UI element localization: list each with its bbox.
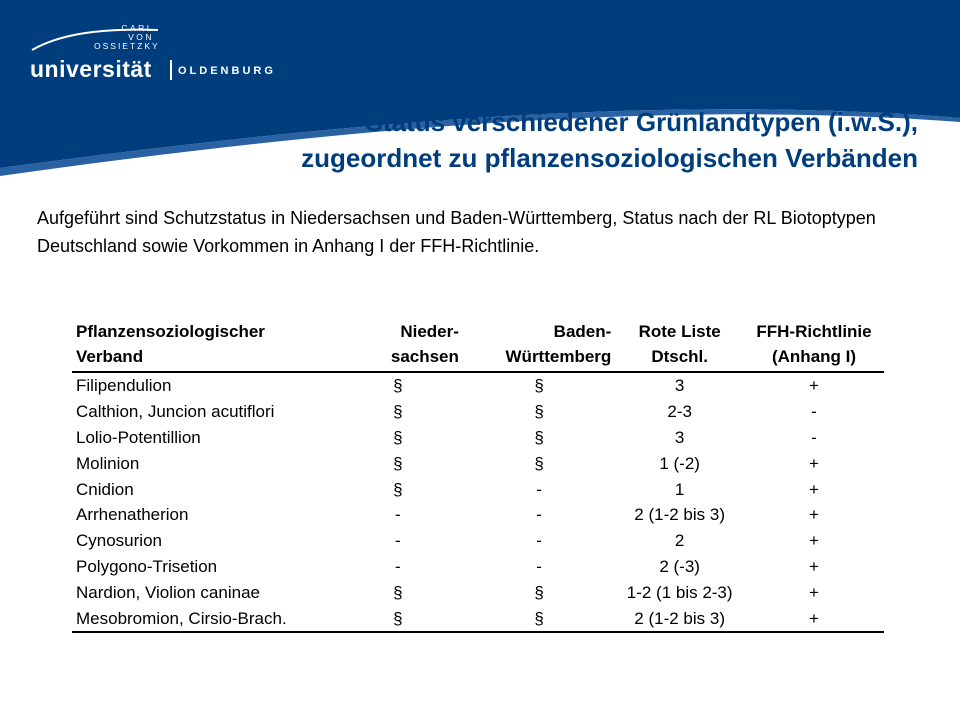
logo-text-oldenburg: OLDENBURG (178, 65, 276, 77)
intro-paragraph: Aufgeführt sind Schutzstatus in Niedersachsen und Baden-Württemberg, Status nach der RL Biotoptypen Deutschland sowie Vorkommen in Anhang I der FFH-Richtlinie. (37, 208, 876, 256)
university-logo[interactable] (30, 20, 276, 85)
header-baden-wuerttemberg: Baden- Württemberg (463, 318, 615, 372)
cell-ffh: + (809, 479, 819, 499)
slide-title-line-1: Status verschiedener Grünlandtypen (i.w.S.), (365, 107, 918, 137)
cell-baden-wuerttemberg: § (463, 605, 615, 632)
table-header-row (72, 318, 884, 372)
cell-niedersachsen: - (394, 531, 401, 551)
cell-verband: Polygono-Trisetion (76, 556, 218, 576)
cell-niedersachsen: § (393, 479, 403, 499)
cell-verband: Filipendulion (76, 376, 172, 396)
cell-verband: Cnidion (76, 479, 134, 499)
cell-niedersachsen: § (393, 376, 403, 396)
cell-verband: Nardion, Violion caninae (76, 582, 260, 602)
cell-ffh: + (809, 556, 819, 576)
cell-baden-wuerttemberg: - (536, 556, 542, 576)
logo-text-von: VON (128, 32, 154, 42)
table-row (72, 579, 884, 605)
cell-niedersachsen: - (394, 556, 401, 576)
cell-rote-liste: 3 (674, 376, 685, 396)
cell-ffh: - (811, 402, 817, 422)
cell-rote-liste: 1-2 (1 bis 2-3) (626, 582, 733, 602)
status-table (72, 318, 884, 633)
cell-baden-wuerttemberg: § (534, 376, 544, 396)
header-rote-liste: Rote Liste Dtschl. (615, 318, 744, 372)
table-row (72, 476, 884, 502)
cell-ffh: - (811, 427, 817, 447)
cell-baden-wuerttemberg: § (534, 427, 544, 447)
table-row (72, 605, 884, 632)
header-ffh-richtlinie: FFH-Richtlinie (Anhang I) (744, 318, 884, 372)
table-row (72, 372, 884, 399)
cell-niedersachsen: § (393, 453, 403, 473)
table-row (72, 554, 884, 580)
table-row (72, 528, 884, 554)
cell-niedersachsen: § (333, 605, 463, 632)
cell-baden-wuerttemberg: § (534, 453, 544, 473)
logo-text-universitaet: universität (30, 56, 152, 82)
cell-verband: Lolio-Potentillion (76, 427, 201, 447)
slide-title (301, 104, 918, 176)
cell-niedersachsen: § (393, 582, 403, 602)
header-verband: Pflanzensoziologischer Verband (72, 318, 333, 372)
cell-verband: Cynosurion (76, 531, 162, 551)
table-row (72, 425, 884, 451)
cell-verband: Mesobromion, Cirsio-Brach. (72, 605, 333, 632)
cell-ffh: + (809, 531, 819, 551)
header-niedersachsen: Nieder- sachsen (333, 318, 463, 372)
logo-text-ossietzky: OSSIETZKY (94, 41, 160, 51)
logo-divider (170, 60, 172, 80)
cell-baden-wuerttemberg: - (536, 479, 542, 499)
cell-baden-wuerttemberg: - (536, 505, 542, 525)
cell-verband: Molinion (76, 453, 140, 473)
cell-rote-liste: 2 (1-2 bis 3) (634, 505, 725, 525)
cell-rote-liste: 1 (674, 479, 685, 499)
cell-rote-liste: 2-3 (667, 402, 692, 422)
cell-ffh: + (809, 376, 819, 396)
cell-ffh: + (744, 605, 884, 632)
cell-rote-liste: 3 (674, 427, 685, 447)
cell-niedersachsen: - (394, 505, 401, 525)
cell-rote-liste: 2 (-3) (659, 556, 700, 576)
cell-niedersachsen: § (393, 427, 403, 447)
cell-baden-wuerttemberg: § (534, 402, 544, 422)
cell-rote-liste: 2 (674, 531, 685, 551)
cell-baden-wuerttemberg: § (534, 582, 544, 602)
cell-ffh: + (809, 505, 819, 525)
table-row (72, 399, 884, 425)
cell-niedersachsen: § (393, 402, 403, 422)
cell-ffh: + (809, 582, 819, 602)
cell-rote-liste: 1 (-2) (659, 453, 700, 473)
table-row (72, 502, 884, 528)
table-row (72, 450, 884, 476)
cell-ffh: + (809, 453, 819, 473)
cell-verband: Arrhenatherion (76, 505, 189, 525)
logo-text-carl: CARL (121, 23, 154, 33)
cell-baden-wuerttemberg: - (536, 531, 542, 551)
cell-verband: Calthion, Juncion acutiflori (76, 402, 275, 422)
cell-rote-liste: 2 (1-2 bis 3) (615, 605, 744, 632)
slide-title-line-2: zugeordnet zu pflanzensoziologischen Verbänden (301, 143, 918, 173)
